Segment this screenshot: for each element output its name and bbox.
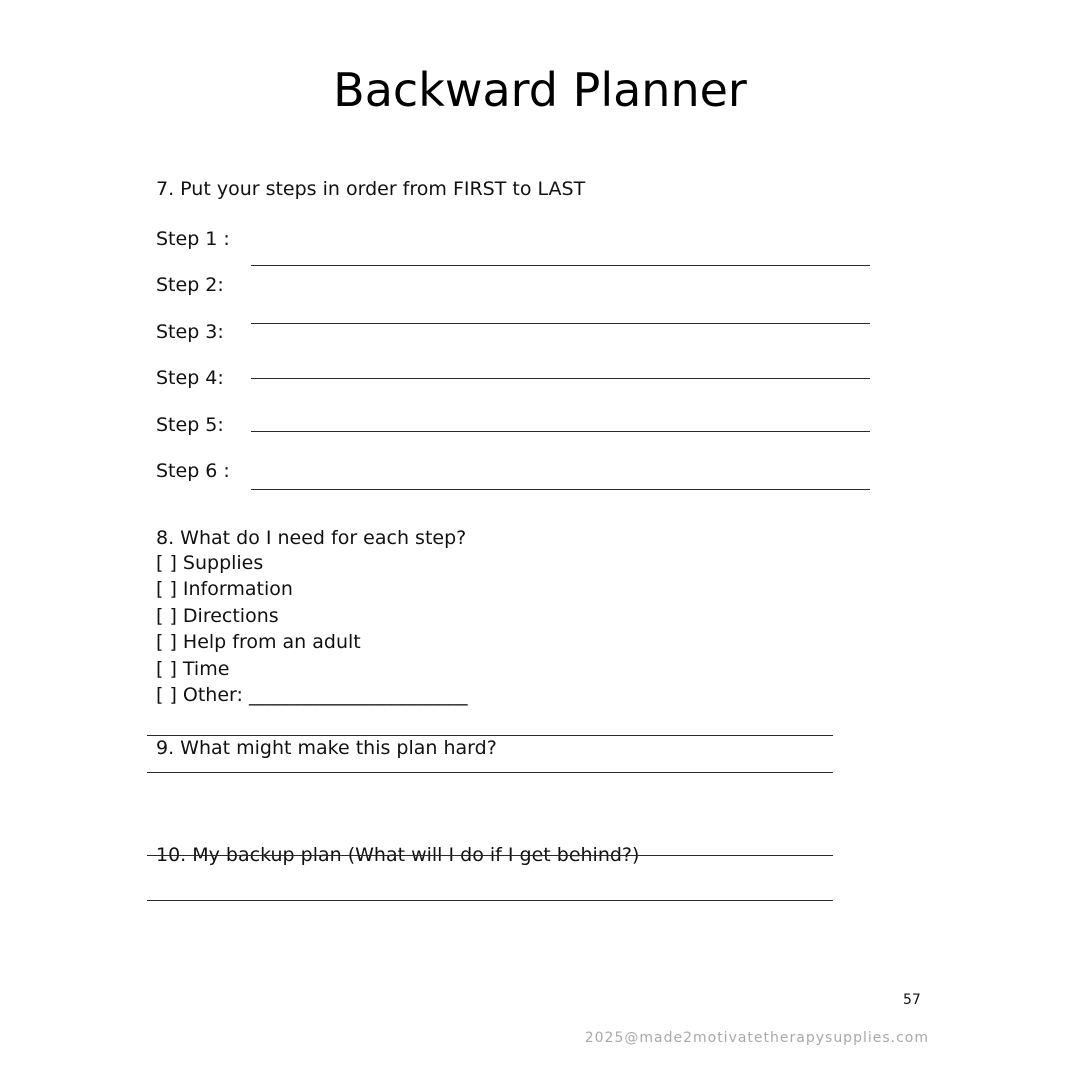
step-answer-line[interactable]: [251, 323, 870, 324]
checkbox-option-help-from-adult[interactable]: [ ] Help from an adult: [156, 631, 361, 653]
page-title: Backward Planner: [333, 63, 747, 117]
answer-line[interactable]: [147, 855, 833, 856]
page-number: 57: [903, 992, 921, 1008]
step-answer-line[interactable]: [251, 378, 870, 379]
checkbox-option-supplies[interactable]: [ ] Supplies: [156, 552, 264, 574]
step-2-label: Step 2:: [156, 274, 224, 296]
checkbox-option-information[interactable]: [ ] Information: [156, 578, 293, 600]
answer-line[interactable]: [147, 900, 833, 901]
step-6-label: Step 6 :: [156, 460, 230, 482]
step-answer-line[interactable]: [251, 489, 870, 490]
step-3-label: Step 3:: [156, 321, 224, 343]
checkbox-option-directions[interactable]: [ ] Directions: [156, 605, 279, 627]
step-answer-line[interactable]: [251, 431, 870, 432]
checkbox-option-other[interactable]: [ ] Other: _______________________: [156, 684, 468, 706]
footer-copyright: 2025@made2motivatetherapysupplies.com: [584, 1030, 929, 1046]
q7-prompt: 7. Put your steps in order from FIRST to LAST: [156, 178, 586, 200]
step-4-label: Step 4:: [156, 367, 224, 389]
step-answer-line[interactable]: [251, 265, 870, 266]
step-1-label: Step 1 :: [156, 228, 230, 250]
answer-line[interactable]: [147, 772, 833, 773]
q9-prompt: 9. What might make this plan hard?: [156, 737, 497, 759]
checkbox-option-time[interactable]: [ ] Time: [156, 658, 230, 680]
q10-prompt: 10. My backup plan (What will I do if I get behind?): [156, 844, 640, 866]
step-5-label: Step 5:: [156, 414, 224, 436]
q8-prompt: 8. What do I need for each step?: [156, 527, 467, 549]
